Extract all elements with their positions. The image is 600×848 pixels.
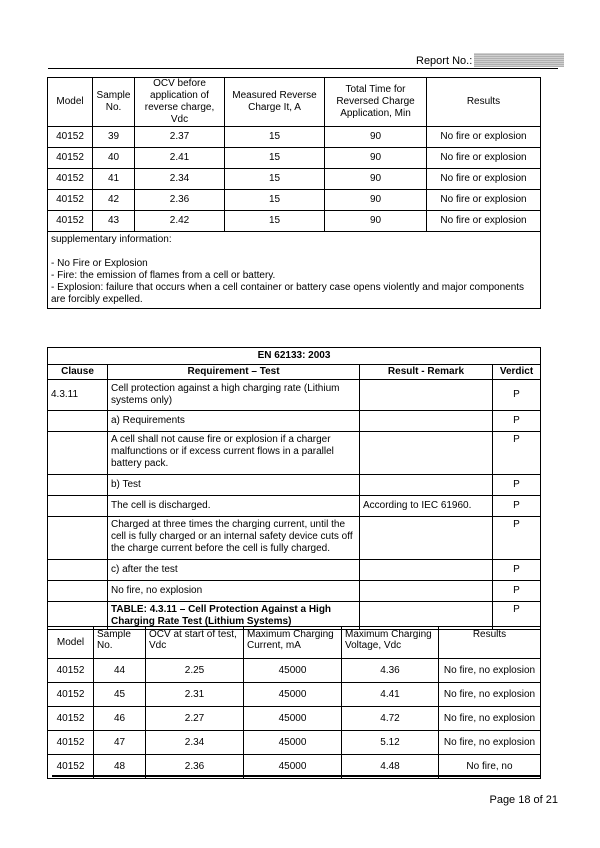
cell-requirement: c) after the test: [108, 560, 360, 581]
cell-result: No fire or explosion: [427, 148, 541, 169]
cell-result: No fire, no: [439, 755, 541, 779]
table-row: [48, 496, 541, 517]
table-row: [48, 169, 541, 190]
cell-result: [360, 517, 493, 560]
cell-ocv: 2.34: [146, 731, 244, 755]
cell-result: [360, 380, 493, 411]
header-model: Model: [48, 78, 93, 127]
supplementary-info: [48, 232, 541, 309]
table-row: [48, 707, 541, 731]
header-sample-no: Sample No.: [93, 78, 135, 127]
cell-result: According to IEC 61960.: [360, 496, 493, 517]
cell-requirement: No fire, no explosion: [108, 581, 360, 602]
cell-current: 45000: [244, 659, 342, 683]
table-row: [48, 731, 541, 755]
header-reverse-charge: Measured Reverse Charge It, A: [225, 78, 325, 127]
cell-current: 15: [225, 211, 325, 232]
table-header-row: [48, 627, 541, 659]
table-row: [48, 475, 541, 496]
supplementary-line: - No Fire or Explosion: [51, 258, 148, 269]
report-number: [416, 53, 564, 67]
cell-sample: 40: [93, 148, 135, 169]
header-total-time: Total Time for Reversed Charge Application, Min: [325, 78, 427, 127]
table-row: [48, 683, 541, 707]
table-row: [48, 190, 541, 211]
cell-result: [360, 432, 493, 475]
cell-ocv: 2.37: [135, 127, 225, 148]
cell-verdict: P: [493, 380, 541, 411]
cell-result: No fire or explosion: [427, 169, 541, 190]
report-number-label: Report No.:: [416, 55, 473, 67]
cell-current: 45000: [244, 755, 342, 779]
cell-ocv: 2.36: [135, 190, 225, 211]
cell-result: [360, 560, 493, 581]
cell-verdict: P: [493, 517, 541, 560]
header-requirement: Requirement – Test: [108, 365, 360, 380]
cell-result: [360, 411, 493, 432]
table-header-row: [48, 365, 541, 380]
supplementary-row: [48, 232, 541, 309]
header-result: Result - Remark: [360, 365, 493, 380]
standard-title-row: [48, 348, 541, 365]
cell-current: 15: [225, 190, 325, 211]
cell-sample: 46: [94, 707, 146, 731]
table-header-row: [48, 78, 541, 127]
clause-table: [47, 347, 541, 630]
cell-verdict: P: [493, 411, 541, 432]
cell-time: 90: [325, 190, 427, 211]
header-sample-no: Sample No.: [94, 627, 146, 659]
header-ocv: OCV at start of test, Vdc: [146, 627, 244, 659]
cell-current: 45000: [244, 707, 342, 731]
cell-sample: 45: [94, 683, 146, 707]
cell-requirement: Charged at three times the charging current, until the cell is fully charged or an internal safety device cuts off the charge current before the cell is fully charged.: [108, 517, 360, 560]
cell-requirement: a) Requirements: [108, 411, 360, 432]
cell-sample: 43: [93, 211, 135, 232]
cell-model: 40152: [48, 190, 93, 211]
cell-model: 40152: [48, 211, 93, 232]
supplementary-title: supplementary information:: [51, 234, 172, 245]
cell-result: No fire, no explosion: [439, 707, 541, 731]
cell-result: No fire or explosion: [427, 190, 541, 211]
cell-current: 45000: [244, 683, 342, 707]
table-row: [48, 127, 541, 148]
header-max-current: Maximum Charging Current, mA: [244, 627, 342, 659]
cell-voltage: 5.12: [342, 731, 439, 755]
cell-ocv: 2.42: [135, 211, 225, 232]
page-number: Page 18 of 21: [489, 794, 558, 806]
cell-model: 40152: [48, 731, 94, 755]
cell-current: 15: [225, 169, 325, 190]
header-divider: [48, 68, 558, 69]
table-caption: TABLE: 4.3.11 – Cell Protection Against a High Charging Rate Test (Lithium Systems): [108, 602, 360, 630]
cell-clause: [48, 517, 108, 560]
table-row: [48, 411, 541, 432]
cell-model: 40152: [48, 169, 93, 190]
cell-requirement: A cell shall not cause fire or explosion if a charger malfunctions or if excess current flows in a parallel battery pack.: [108, 432, 360, 475]
cell-ocv: 2.27: [146, 707, 244, 731]
supplementary-line: - Fire: the emission of flames from a cell or battery.: [51, 270, 276, 281]
table-row: [48, 211, 541, 232]
cell-ocv: 2.25: [146, 659, 244, 683]
header-verdict: Verdict: [493, 365, 541, 380]
cell-requirement: The cell is discharged.: [108, 496, 360, 517]
cell-clause: [48, 496, 108, 517]
cell-current: 15: [225, 148, 325, 169]
cell-sample: 47: [94, 731, 146, 755]
header-ocv: OCV before application of reverse charge, Vdc: [135, 78, 225, 127]
cell-ocv: 2.34: [135, 169, 225, 190]
cell-voltage: 4.36: [342, 659, 439, 683]
table-row: [48, 148, 541, 169]
cell-sample: 39: [93, 127, 135, 148]
cell-voltage: 4.48: [342, 755, 439, 779]
header-results: Results: [439, 627, 541, 659]
supplementary-line: - Explosion: failure that occurs when a cell container or battery case opens violently and major components are forcibly expelled.: [51, 282, 525, 305]
header-clause: Clause: [48, 365, 108, 380]
cell-model: 40152: [48, 683, 94, 707]
cell-verdict: P: [493, 475, 541, 496]
footer-divider: [52, 775, 540, 777]
cell-time: 90: [325, 211, 427, 232]
cell-sample: 44: [94, 659, 146, 683]
reverse-charge-table: [47, 77, 541, 309]
high-charging-rate-table: [47, 626, 541, 779]
cell-result: No fire, no explosion: [439, 683, 541, 707]
header-model: Model: [48, 627, 94, 659]
cell-verdict: P: [493, 602, 541, 630]
cell-result: No fire, no explosion: [439, 659, 541, 683]
cell-result: No fire or explosion: [427, 211, 541, 232]
redacted-report-number: [474, 53, 564, 67]
cell-ocv: 2.36: [146, 755, 244, 779]
table-row: [48, 517, 541, 560]
standard-title: EN 62133: 2003: [48, 348, 541, 365]
cell-requirement: Cell protection against a high charging rate (Lithium systems only): [108, 380, 360, 411]
cell-verdict: P: [493, 432, 541, 475]
cell-clause: 4.3.11: [48, 380, 108, 411]
cell-current: 15: [225, 127, 325, 148]
table-row: [48, 432, 541, 475]
cell-sample: 41: [93, 169, 135, 190]
cell-result: [360, 581, 493, 602]
cell-result: No fire, no explosion: [439, 731, 541, 755]
table-row: [48, 659, 541, 683]
cell-time: 90: [325, 169, 427, 190]
cell-model: 40152: [48, 755, 94, 779]
cell-model: 40152: [48, 127, 93, 148]
table-row: [48, 380, 541, 411]
cell-voltage: 4.41: [342, 683, 439, 707]
cell-clause: [48, 432, 108, 475]
cell-voltage: 4.72: [342, 707, 439, 731]
cell-model: 40152: [48, 659, 94, 683]
cell-sample: 48: [94, 755, 146, 779]
cell-ocv: 2.31: [146, 683, 244, 707]
table-row: [48, 581, 541, 602]
header-results: Results: [427, 78, 541, 127]
cell-model: 40152: [48, 707, 94, 731]
cell-ocv: 2.41: [135, 148, 225, 169]
cell-result: [360, 475, 493, 496]
cell-model: 40152: [48, 148, 93, 169]
cell-current: 45000: [244, 731, 342, 755]
cell-sample: 42: [93, 190, 135, 211]
cell-verdict: P: [493, 581, 541, 602]
header-max-voltage: Maximum Charging Voltage, Vdc: [342, 627, 439, 659]
cell-result: No fire or explosion: [427, 127, 541, 148]
cell-time: 90: [325, 148, 427, 169]
table-row: [48, 560, 541, 581]
cell-clause: [48, 560, 108, 581]
cell-time: 90: [325, 127, 427, 148]
cell-requirement: b) Test: [108, 475, 360, 496]
cell-verdict: P: [493, 560, 541, 581]
cell-verdict: P: [493, 496, 541, 517]
cell-clause: [48, 411, 108, 432]
cell-clause: [48, 475, 108, 496]
cell-clause: [48, 581, 108, 602]
